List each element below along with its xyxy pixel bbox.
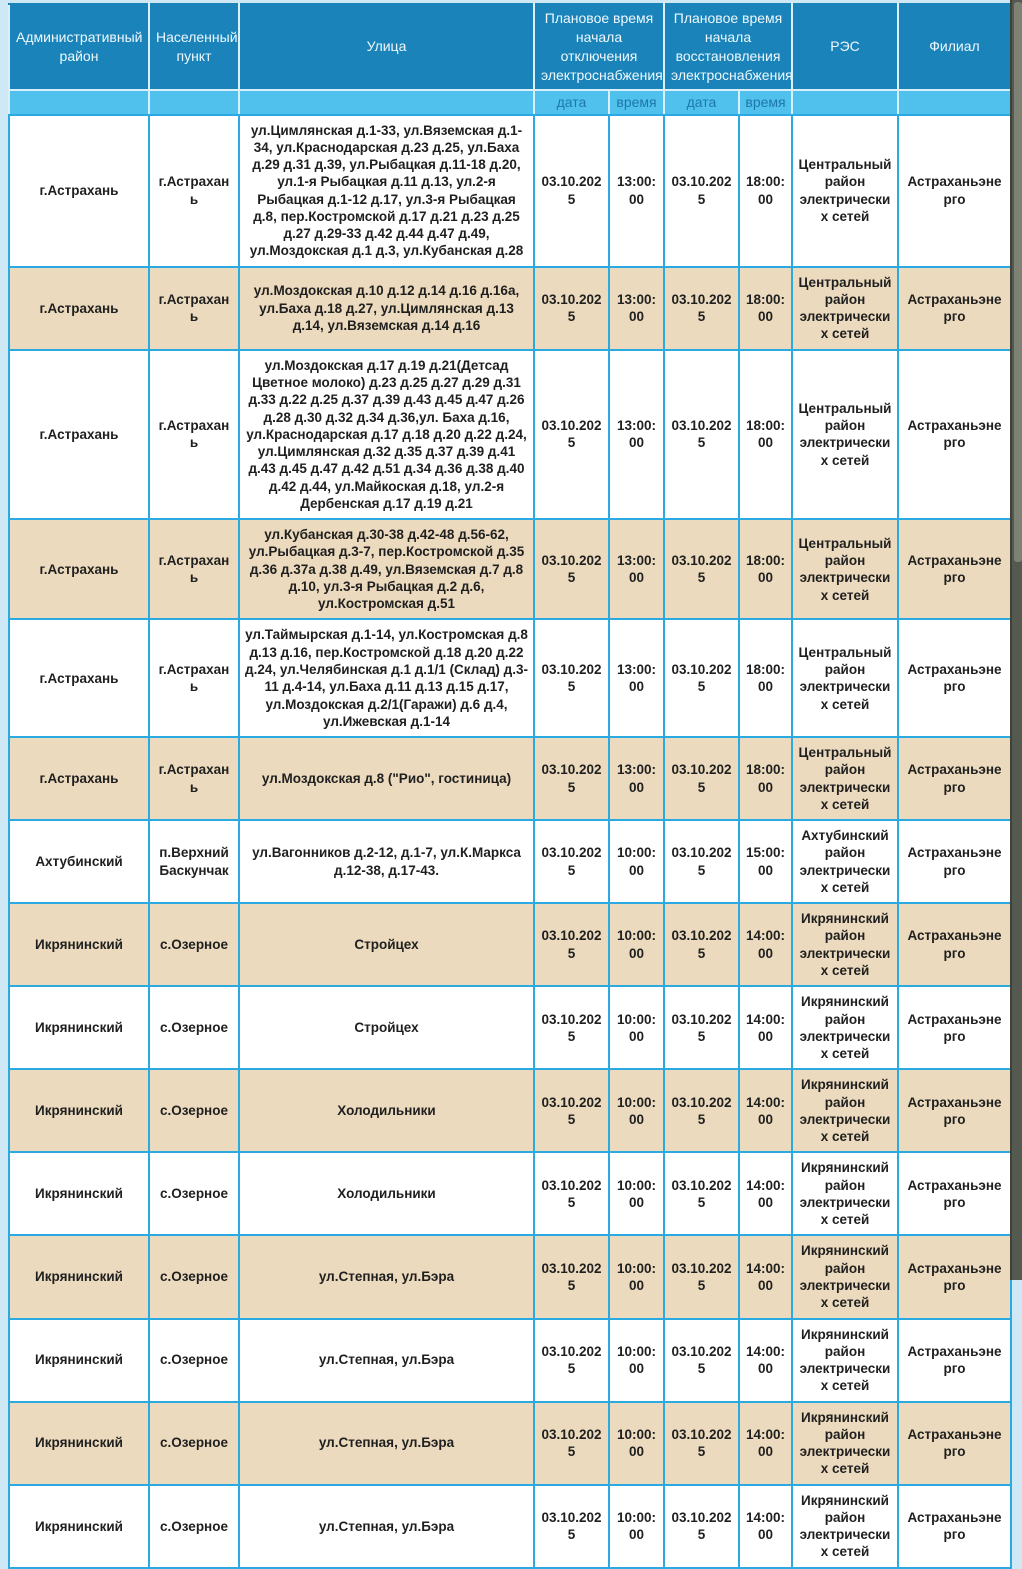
settlement-cell: с.Озерное (149, 1319, 239, 1402)
settlement-cell: п.Верхний Баскунчак (149, 820, 239, 903)
table-row (9, 519, 1011, 619)
outage-schedule-table (8, 3, 1012, 1569)
restore-date-cell: 03.10.2025 (664, 903, 739, 986)
subheader-empty-res (792, 90, 898, 115)
outage-time-cell: 10:00:00 (609, 820, 664, 903)
street-cell: ул.Кубанская д.30-38 д.42-48 д.56-62, ул.Рыбацкая д.3-7, пер.Костромской д.35 д.36 д.37а д.38 д.49, ул.Вяземская д.7 д.8 д.10, ул.3-я Рыбацкая д.2 д.6, ул.Костромская д.51 (239, 519, 534, 619)
outage-date-cell: 03.10.2025 (534, 115, 609, 267)
table-row (9, 737, 1011, 820)
outage-time-cell: 10:00:00 (609, 1235, 664, 1318)
branch-cell: Астраханьэнерго (898, 820, 1011, 903)
district-cell: Икрянинский (9, 1069, 149, 1152)
subheader-restore-time: время (739, 90, 792, 115)
street-cell: ул.Моздокская д.10 д.12 д.14 д.16 д.16а, ул.Баха д.18 д.27, ул.Цимлянская д.13 д.14, ул.Вяземская д.14 д.16 (239, 267, 534, 350)
street-cell: ул.Степная, ул.Бэра (239, 1402, 534, 1485)
outage-date-cell: 03.10.2025 (534, 737, 609, 820)
table-row (9, 267, 1011, 350)
street-cell: ул.Цимлянская д.1-33, ул.Вяземская д.1-34, ул.Краснодарская д.23 д.25, ул.Баха д.29 д.31 д.39, ул.Рыбацкая д.11-18 д.20, ул.1-я Рыбацкая д.11 д.13, ул.2-я Рыбацкая д.1-12 д.17, ул.3-я Рыбацкая д.8, пер.Костромской д.17 д.21 д.23 д.25 д.27 д.29-33 д.42 д.44 д.47 д.49, ул.Моздокская д.1 д.3, ул.Кубанская д.28 (239, 115, 534, 267)
outage-time-cell: 10:00:00 (609, 903, 664, 986)
column-header-res: РЭС (792, 4, 898, 90)
restore-date-cell: 03.10.2025 (664, 267, 739, 350)
restore-date-cell: 03.10.2025 (664, 986, 739, 1069)
settlement-cell: с.Озерное (149, 1152, 239, 1235)
restore-time-cell: 14:00:00 (739, 1069, 792, 1152)
table-row (9, 1069, 1011, 1152)
subheader-outage-date: дата (534, 90, 609, 115)
column-header-branch: Филиал (898, 4, 1011, 90)
res-cell: Икрянинский район электрических сетей (792, 1235, 898, 1318)
outage-date-cell: 03.10.2025 (534, 1069, 609, 1152)
restore-time-cell: 18:00:00 (739, 350, 792, 519)
subheader-empty-settlement (149, 90, 239, 115)
outage-date-cell: 03.10.2025 (534, 1402, 609, 1485)
table-row (9, 350, 1011, 519)
table-body (9, 115, 1011, 1568)
table-row (9, 1235, 1011, 1318)
outage-time-cell: 13:00:00 (609, 619, 664, 737)
settlement-cell: г.Астрахань (149, 737, 239, 820)
settlement-cell: с.Озерное (149, 903, 239, 986)
res-cell: Икрянинский район электрических сетей (792, 1319, 898, 1402)
res-cell: Икрянинский район электрических сетей (792, 986, 898, 1069)
table-header (9, 4, 1011, 115)
restore-time-cell: 14:00:00 (739, 1319, 792, 1402)
restore-date-cell: 03.10.2025 (664, 1485, 739, 1568)
district-cell: Икрянинский (9, 1402, 149, 1485)
restore-time-cell: 18:00:00 (739, 267, 792, 350)
outage-date-cell: 03.10.2025 (534, 820, 609, 903)
res-cell: Центральный район электрических сетей (792, 115, 898, 267)
street-cell: ул.Степная, ул.Бэра (239, 1235, 534, 1318)
outage-date-cell: 03.10.2025 (534, 1152, 609, 1235)
street-cell: Холодильники (239, 1069, 534, 1152)
outage-time-cell: 13:00:00 (609, 350, 664, 519)
outage-date-cell: 03.10.2025 (534, 350, 609, 519)
res-cell: Икрянинский район электрических сетей (792, 1069, 898, 1152)
res-cell: Икрянинский район электрических сетей (792, 1152, 898, 1235)
branch-cell: Астраханьэнерго (898, 986, 1011, 1069)
street-cell: ул.Таймырская д.1-14, ул.Костромская д.8 д.13 д.16, пер.Костромской д.18 д.20 д.22 д.24, ул.Челябинская д.1 д.1/1 (Склад) д.3-11 д.4-14, ул.Баха д.11 д.13 д.15 д.17, ул.Моздокская д.2/1(Гаражи) д.6 д.4, ул.Ижевская д.1-14 (239, 619, 534, 737)
branch-cell: Астраханьэнерго (898, 737, 1011, 820)
restore-time-cell: 14:00:00 (739, 986, 792, 1069)
branch-cell: Астраханьэнерго (898, 115, 1011, 267)
restore-date-cell: 03.10.2025 (664, 115, 739, 267)
restore-time-cell: 18:00:00 (739, 115, 792, 267)
restore-time-cell: 18:00:00 (739, 737, 792, 820)
branch-cell: Астраханьэнерго (898, 519, 1011, 619)
res-cell: Ахтубинский район электрических сетей (792, 820, 898, 903)
street-cell: ул.Степная, ул.Бэра (239, 1319, 534, 1402)
table-row (9, 1152, 1011, 1235)
settlement-cell: с.Озерное (149, 986, 239, 1069)
district-cell: Икрянинский (9, 1485, 149, 1568)
outage-schedule-table-wrap (8, 3, 1010, 1569)
outage-time-cell: 13:00:00 (609, 267, 664, 350)
settlement-cell: г.Астрахань (149, 619, 239, 737)
branch-cell: Астраханьэнерго (898, 1485, 1011, 1568)
district-cell: г.Астрахань (9, 737, 149, 820)
outage-date-cell: 03.10.2025 (534, 619, 609, 737)
restore-time-cell: 14:00:00 (739, 1402, 792, 1485)
restore-time-cell: 14:00:00 (739, 903, 792, 986)
branch-cell: Астраханьэнерго (898, 903, 1011, 986)
table-row (9, 619, 1011, 737)
district-cell: Икрянинский (9, 903, 149, 986)
restore-date-cell: 03.10.2025 (664, 1402, 739, 1485)
outage-time-cell: 10:00:00 (609, 1069, 664, 1152)
table-row (9, 1485, 1011, 1568)
res-cell: Центральный район электрических сетей (792, 519, 898, 619)
outage-date-cell: 03.10.2025 (534, 1485, 609, 1568)
street-cell: ул.Степная, ул.Бэра (239, 1485, 534, 1568)
res-cell: Икрянинский район электрических сетей (792, 1485, 898, 1568)
subheader-restore-date: дата (664, 90, 739, 115)
restore-date-cell: 03.10.2025 (664, 619, 739, 737)
table-row (9, 115, 1011, 267)
street-cell: ул.Моздокская д.17 д.19 д.21(Детсад Цветное молоко) д.23 д.25 д.27 д.29 д.31 д.33 д.22 д.25 д.37 д.39 д.43 д.45 д.47 д.26 д.28 д.30 д.32 д.34 д.36,ул. Баха д.16, ул.Краснодарская д.17 д.18 д.20 д.22 д.24, ул.Цимлянская д.32 д.35 д.37 д.39 д.41 д.43 д.45 д.47 д.42 д.51 д.34 д.36 д.38 д.40 д.42 д.44, ул.Майкоская д.18, ул.2-я Дербенская д.17 д.19 д.21 (239, 350, 534, 519)
res-cell: Центральный район электрических сетей (792, 619, 898, 737)
scrollbar-thumb[interactable] (1014, 2, 1022, 562)
district-cell: г.Астрахань (9, 115, 149, 267)
outage-date-cell: 03.10.2025 (534, 903, 609, 986)
street-cell: ул.Вагонников д.2-12, д.1-7, ул.К.Маркса д.12-38, д.17-43. (239, 820, 534, 903)
settlement-cell: с.Озерное (149, 1485, 239, 1568)
table-row (9, 820, 1011, 903)
table-row (9, 1402, 1011, 1485)
subheader-outage-time: время (609, 90, 664, 115)
column-header-restore: Плановое время начала восстановления электроснабжения (664, 4, 792, 90)
column-header-admin-district: Административный район (9, 4, 149, 90)
settlement-cell: г.Астрахань (149, 519, 239, 619)
district-cell: г.Астрахань (9, 519, 149, 619)
outage-date-cell: 03.10.2025 (534, 519, 609, 619)
branch-cell: Астраханьэнерго (898, 1152, 1011, 1235)
subheader-empty-admin (9, 90, 149, 115)
branch-cell: Астраханьэнерго (898, 619, 1011, 737)
settlement-cell: г.Астрахань (149, 115, 239, 267)
column-header-settlement: Населенный пункт (149, 4, 239, 90)
settlement-cell: с.Озерное (149, 1069, 239, 1152)
subheader-empty-branch (898, 90, 1011, 115)
outage-time-cell: 13:00:00 (609, 737, 664, 820)
street-cell: Холодильники (239, 1152, 534, 1235)
branch-cell: Астраханьэнерго (898, 1319, 1011, 1402)
district-cell: г.Астрахань (9, 350, 149, 519)
restore-date-cell: 03.10.2025 (664, 737, 739, 820)
outage-time-cell: 10:00:00 (609, 986, 664, 1069)
street-cell: ул.Моздокская д.8 ("Рио", гостиница) (239, 737, 534, 820)
branch-cell: Астраханьэнерго (898, 1235, 1011, 1318)
settlement-cell: г.Астрахань (149, 267, 239, 350)
res-cell: Центральный район электрических сетей (792, 350, 898, 519)
outage-date-cell: 03.10.2025 (534, 267, 609, 350)
district-cell: Икрянинский (9, 986, 149, 1069)
table-row (9, 1319, 1011, 1402)
res-cell: Центральный район электрических сетей (792, 267, 898, 350)
district-cell: г.Астрахань (9, 267, 149, 350)
restore-date-cell: 03.10.2025 (664, 350, 739, 519)
district-cell: г.Астрахань (9, 619, 149, 737)
outage-date-cell: 03.10.2025 (534, 1319, 609, 1402)
settlement-cell: г.Астрахань (149, 350, 239, 519)
branch-cell: Астраханьэнерго (898, 1402, 1011, 1485)
vertical-scrollbar[interactable] (1010, 0, 1022, 1280)
settlement-cell: с.Озерное (149, 1402, 239, 1485)
district-cell: Икрянинский (9, 1235, 149, 1318)
district-cell: Ахтубинский (9, 820, 149, 903)
outage-date-cell: 03.10.2025 (534, 1235, 609, 1318)
restore-date-cell: 03.10.2025 (664, 1069, 739, 1152)
outage-time-cell: 10:00:00 (609, 1402, 664, 1485)
table-row (9, 986, 1011, 1069)
branch-cell: Астраханьэнерго (898, 350, 1011, 519)
outage-time-cell: 13:00:00 (609, 115, 664, 267)
restore-time-cell: 18:00:00 (739, 519, 792, 619)
restore-date-cell: 03.10.2025 (664, 1319, 739, 1402)
outage-time-cell: 10:00:00 (609, 1152, 664, 1235)
restore-date-cell: 03.10.2025 (664, 519, 739, 619)
district-cell: Икрянинский (9, 1319, 149, 1402)
column-header-outage: Плановое время начала отключения электроснабжения (534, 4, 664, 90)
res-cell: Центральный район электрических сетей (792, 737, 898, 820)
restore-date-cell: 03.10.2025 (664, 820, 739, 903)
street-cell: Стройцех (239, 986, 534, 1069)
table-row (9, 903, 1011, 986)
res-cell: Икрянинский район электрических сетей (792, 1402, 898, 1485)
outage-date-cell: 03.10.2025 (534, 986, 609, 1069)
restore-time-cell: 18:00:00 (739, 619, 792, 737)
outage-time-cell: 10:00:00 (609, 1485, 664, 1568)
street-cell: Стройцех (239, 903, 534, 986)
restore-time-cell: 15:00:00 (739, 820, 792, 903)
restore-time-cell: 14:00:00 (739, 1152, 792, 1235)
restore-date-cell: 03.10.2025 (664, 1235, 739, 1318)
settlement-cell: с.Озерное (149, 1235, 239, 1318)
outage-time-cell: 13:00:00 (609, 519, 664, 619)
outage-time-cell: 10:00:00 (609, 1319, 664, 1402)
branch-cell: Астраханьэнерго (898, 1069, 1011, 1152)
branch-cell: Астраханьэнерго (898, 267, 1011, 350)
restore-date-cell: 03.10.2025 (664, 1152, 739, 1235)
column-header-street: Улица (239, 4, 534, 90)
res-cell: Икрянинский район электрических сетей (792, 903, 898, 986)
restore-time-cell: 14:00:00 (739, 1235, 792, 1318)
subheader-empty-street (239, 90, 534, 115)
restore-time-cell: 14:00:00 (739, 1485, 792, 1568)
district-cell: Икрянинский (9, 1152, 149, 1235)
